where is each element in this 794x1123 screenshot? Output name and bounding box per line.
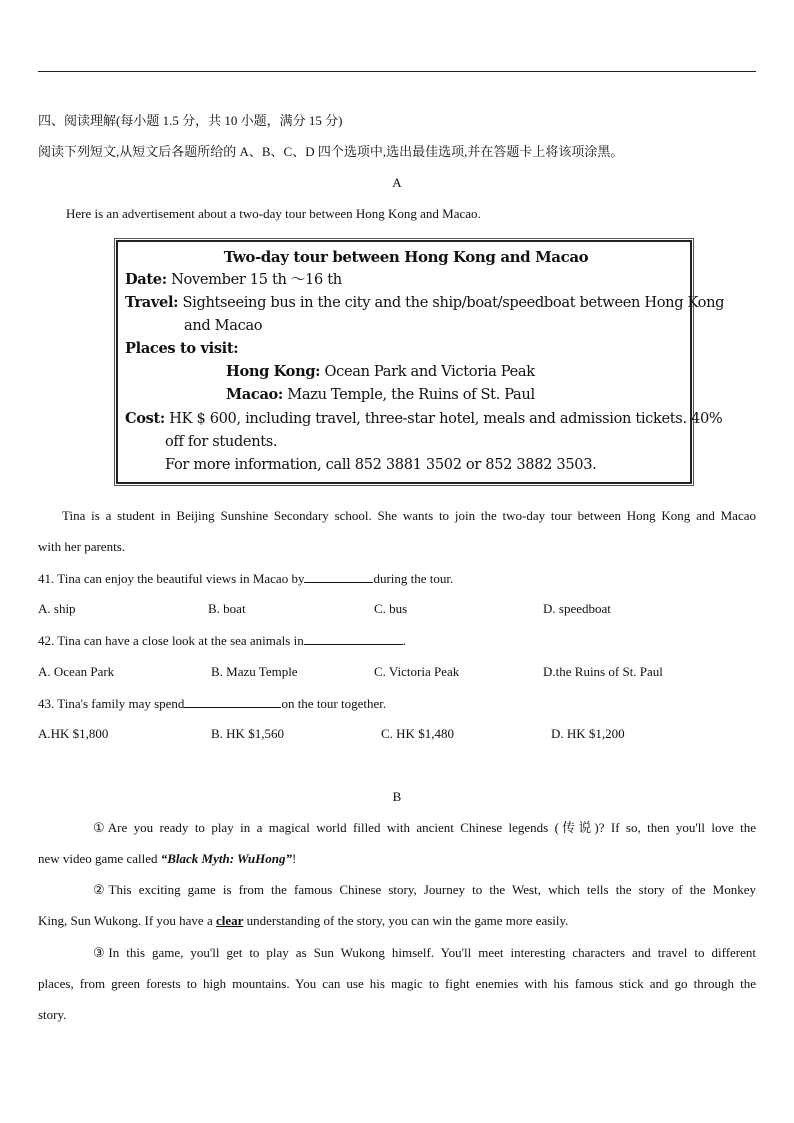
ad-hk-value: Ocean Park and Victoria Peak: [324, 363, 535, 380]
q42-blank[interactable]: [304, 632, 403, 645]
underlined-word-clear: clear: [215, 913, 244, 928]
p3-line-2: places, from green forests to high mountains. You can use his magic to fight enemies with his famous stick and go through the: [38, 976, 756, 991]
p2-line-2-after: understanding of the story, you can win the game more easily.: [243, 913, 569, 928]
question-43: [38, 695, 386, 712]
q42-option-d[interactable]: D.the Ruins of St. Paul: [543, 664, 663, 679]
q43-option-a[interactable]: A.HK $1,800: [38, 726, 109, 741]
ad-macao: [226, 386, 535, 404]
p2-line-2-before: King, Sun Wukong. If you have a: [38, 913, 216, 928]
p3-line-1: ③In this game, you'll get to play as Sun Wukong himself. You'll meet interesting characters and travel to different: [93, 945, 756, 960]
ad-date: [125, 271, 342, 289]
q42-stem-before: 42. Tina can have a close look at the sea animals in: [38, 633, 304, 648]
q41-stem-after: during the tour.: [373, 571, 454, 586]
q41-option-c[interactable]: C. bus: [374, 601, 408, 616]
ad-places-label: [125, 340, 238, 358]
ad-cost-value-1: HK $ 600, including travel, three-star hotel, meals and admission tickets. 40%: [169, 410, 723, 427]
instruction: 阅读下列短文,从短文后各题所给的 A、B、C、D 四个选项中,选出最佳选项,并在答题卡上将该项涂黑。: [38, 144, 624, 159]
p1-line-2: [38, 851, 296, 867]
ad-hk-label: Hong Kong:: [226, 363, 321, 380]
q42-option-c[interactable]: C. Victoria Peak: [374, 664, 460, 679]
q41-option-b[interactable]: B. boat: [208, 601, 246, 616]
p3-line-3: story.: [38, 1007, 67, 1022]
ad-cost-value-2: off for students.: [165, 433, 278, 450]
ad-info: For more information, call 852 3881 3502 or 852 3882 3503.: [165, 456, 597, 473]
q43-option-d[interactable]: D. HK $1,200: [551, 726, 625, 741]
story-line-2: with her parents.: [38, 539, 126, 554]
ad-cost: [125, 410, 722, 428]
top-rule: [38, 71, 756, 72]
question-42: [38, 632, 406, 649]
ad-macao-value: Mazu Temple, the Ruins of St. Paul: [287, 386, 535, 403]
ad-travel: [125, 294, 724, 312]
q41-blank[interactable]: [304, 570, 373, 583]
section-header: 四、阅读理解(每小题 1.5 分，共 10 小题，满分 15 分): [38, 113, 343, 128]
q43-option-b[interactable]: B. HK $1,560: [211, 726, 284, 741]
q43-stem-before: 43. Tina's family may spend: [38, 696, 185, 711]
p2-line-2: [38, 913, 568, 929]
p2-line-1: ②This exciting game is from the famous Chinese story, Journey to the West, which tells the story of the Monkey: [93, 882, 756, 897]
ad-travel-value-2: and Macao: [184, 317, 263, 334]
ad-travel-label: Travel:: [125, 294, 179, 311]
ad-places-label-text: Places to visit:: [125, 340, 239, 357]
q42-option-a[interactable]: A. Ocean Park: [38, 664, 115, 679]
p1-line-2-after: !: [291, 851, 297, 866]
ad-macao-label: Macao:: [226, 386, 283, 403]
ad-date-value: November 15 th ～16 th: [171, 271, 342, 288]
q43-stem-after: on the tour together.: [281, 696, 387, 711]
q41-stem-before: 41. Tina can enjoy the beautiful views in Macao by: [38, 571, 305, 586]
ad-title: Two-day tour between Hong Kong and Macao: [223, 248, 589, 266]
ad-travel-value-1: Sightseeing bus in the city and the ship/boat/speedboat between Hong Kong: [182, 294, 725, 311]
ad-hong-kong: [226, 363, 535, 381]
q41-option-a[interactable]: A. ship: [38, 601, 76, 616]
question-41: [38, 570, 453, 587]
passage-b-label: B: [392, 789, 402, 804]
q42-option-b[interactable]: B. Mazu Temple: [211, 664, 298, 679]
p1-line-2-before: new video game called: [38, 851, 161, 866]
advertisement-box: [116, 240, 725, 484]
q41-option-d[interactable]: D. speedboat: [543, 601, 611, 616]
p1-line-1: ①Are you ready to play in a magical world filled with ancient Chinese legends (传说)? If so, then you'll love the: [93, 820, 756, 835]
ad-cost-label: Cost:: [125, 410, 165, 427]
passage-a-intro: Here is an advertisement about a two-day tour between Hong Kong and Macao.: [66, 206, 481, 221]
q43-option-c[interactable]: C. HK $1,480: [381, 726, 454, 741]
q43-blank[interactable]: [184, 695, 281, 708]
q42-stem-after: .: [402, 633, 406, 648]
game-title: “Black Myth: WuHong”: [160, 851, 292, 866]
ad-date-label: Date:: [125, 271, 167, 288]
passage-a-label: A: [392, 175, 402, 190]
story-line-1: Tina is a student in Beijing Sunshine Secondary school. She wants to join the two-day tour between Hong Kong and Macao: [62, 508, 756, 523]
